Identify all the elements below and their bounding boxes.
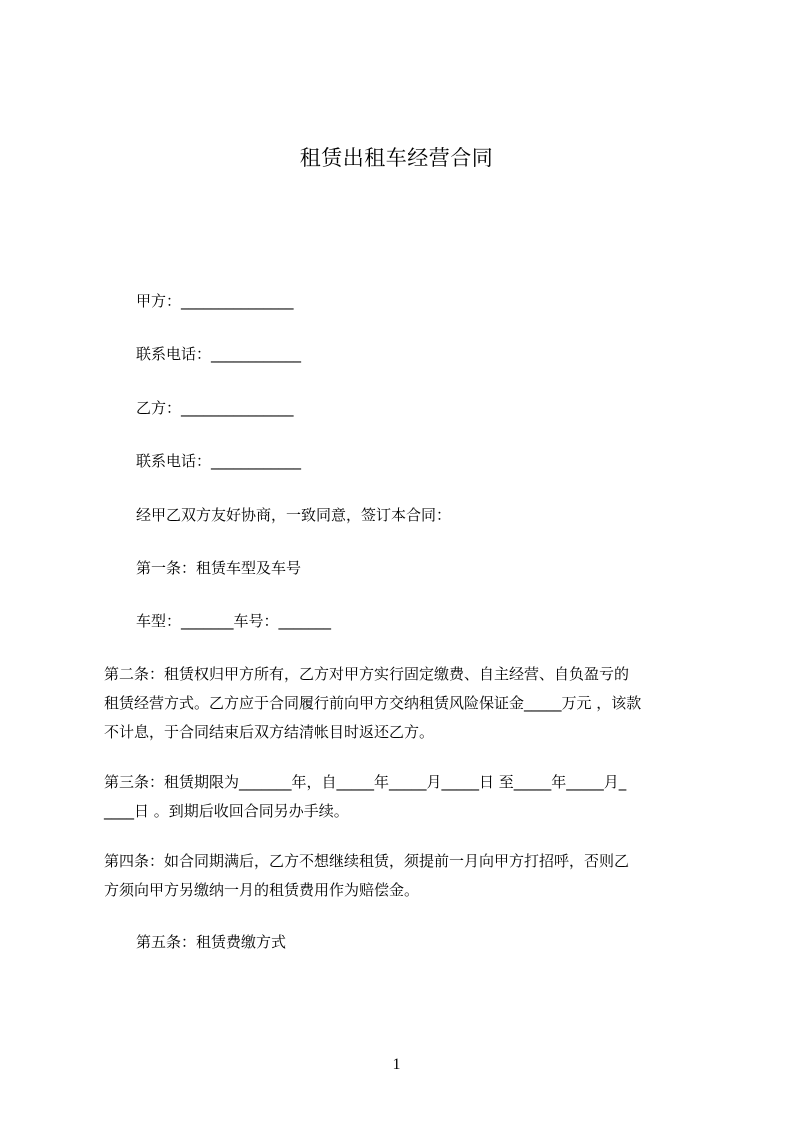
preamble: 经甲乙双方友好协商，一致同意，签订本合同： [136, 506, 452, 524]
party-b-line: 乙方：_______________ [136, 399, 294, 417]
party-a-line: 甲方：_______________ [136, 292, 294, 310]
article-3-line-2: ____日 。到期后收回合同另办手续。 [104, 802, 349, 820]
article-4-line-2: 方须向甲方另缴纳一月的租赁费用作为赔偿金。 [104, 881, 420, 899]
party-a-contact-line: 联系电话：____________ [136, 345, 302, 363]
article-2-line-1: 第二条：租赁权归甲方所有，乙方对甲方实行固定缴费、自主经营、自负盈亏的 [104, 665, 630, 683]
article-1-heading: 第一条：租赁车型及车号 [136, 559, 302, 577]
article-2-paragraph [104, 660, 704, 747]
article-3-paragraph [104, 768, 704, 826]
article-4-line-1: 第四条：如合同期满后，乙方不想继续租赁，须提前一月向甲方打招呼，否则乙 [104, 852, 630, 870]
article-2-line-2: 租赁经营方式。乙方应于合同履行前向甲方交纳租赁风险保证金_____万元 ，该款 [104, 694, 642, 712]
article-3-line-1: 第三条：租赁期限为_______年，自_____年_____月_____日 至_____年_____月_ [104, 773, 627, 791]
party-b-contact-line: 联系电话：____________ [136, 452, 302, 470]
article-4-paragraph [104, 847, 704, 905]
page-number: 1 [392, 1056, 401, 1073]
article-2-line-3: 不计息，于合同结束后双方结清帐目时返还乙方。 [104, 723, 435, 741]
car-info-line: 车型：_______车号：_______ [136, 612, 332, 630]
document-title: 租赁出租车经营合同 [299, 146, 494, 170]
article-5-heading: 第五条：租赁费缴方式 [136, 933, 287, 951]
